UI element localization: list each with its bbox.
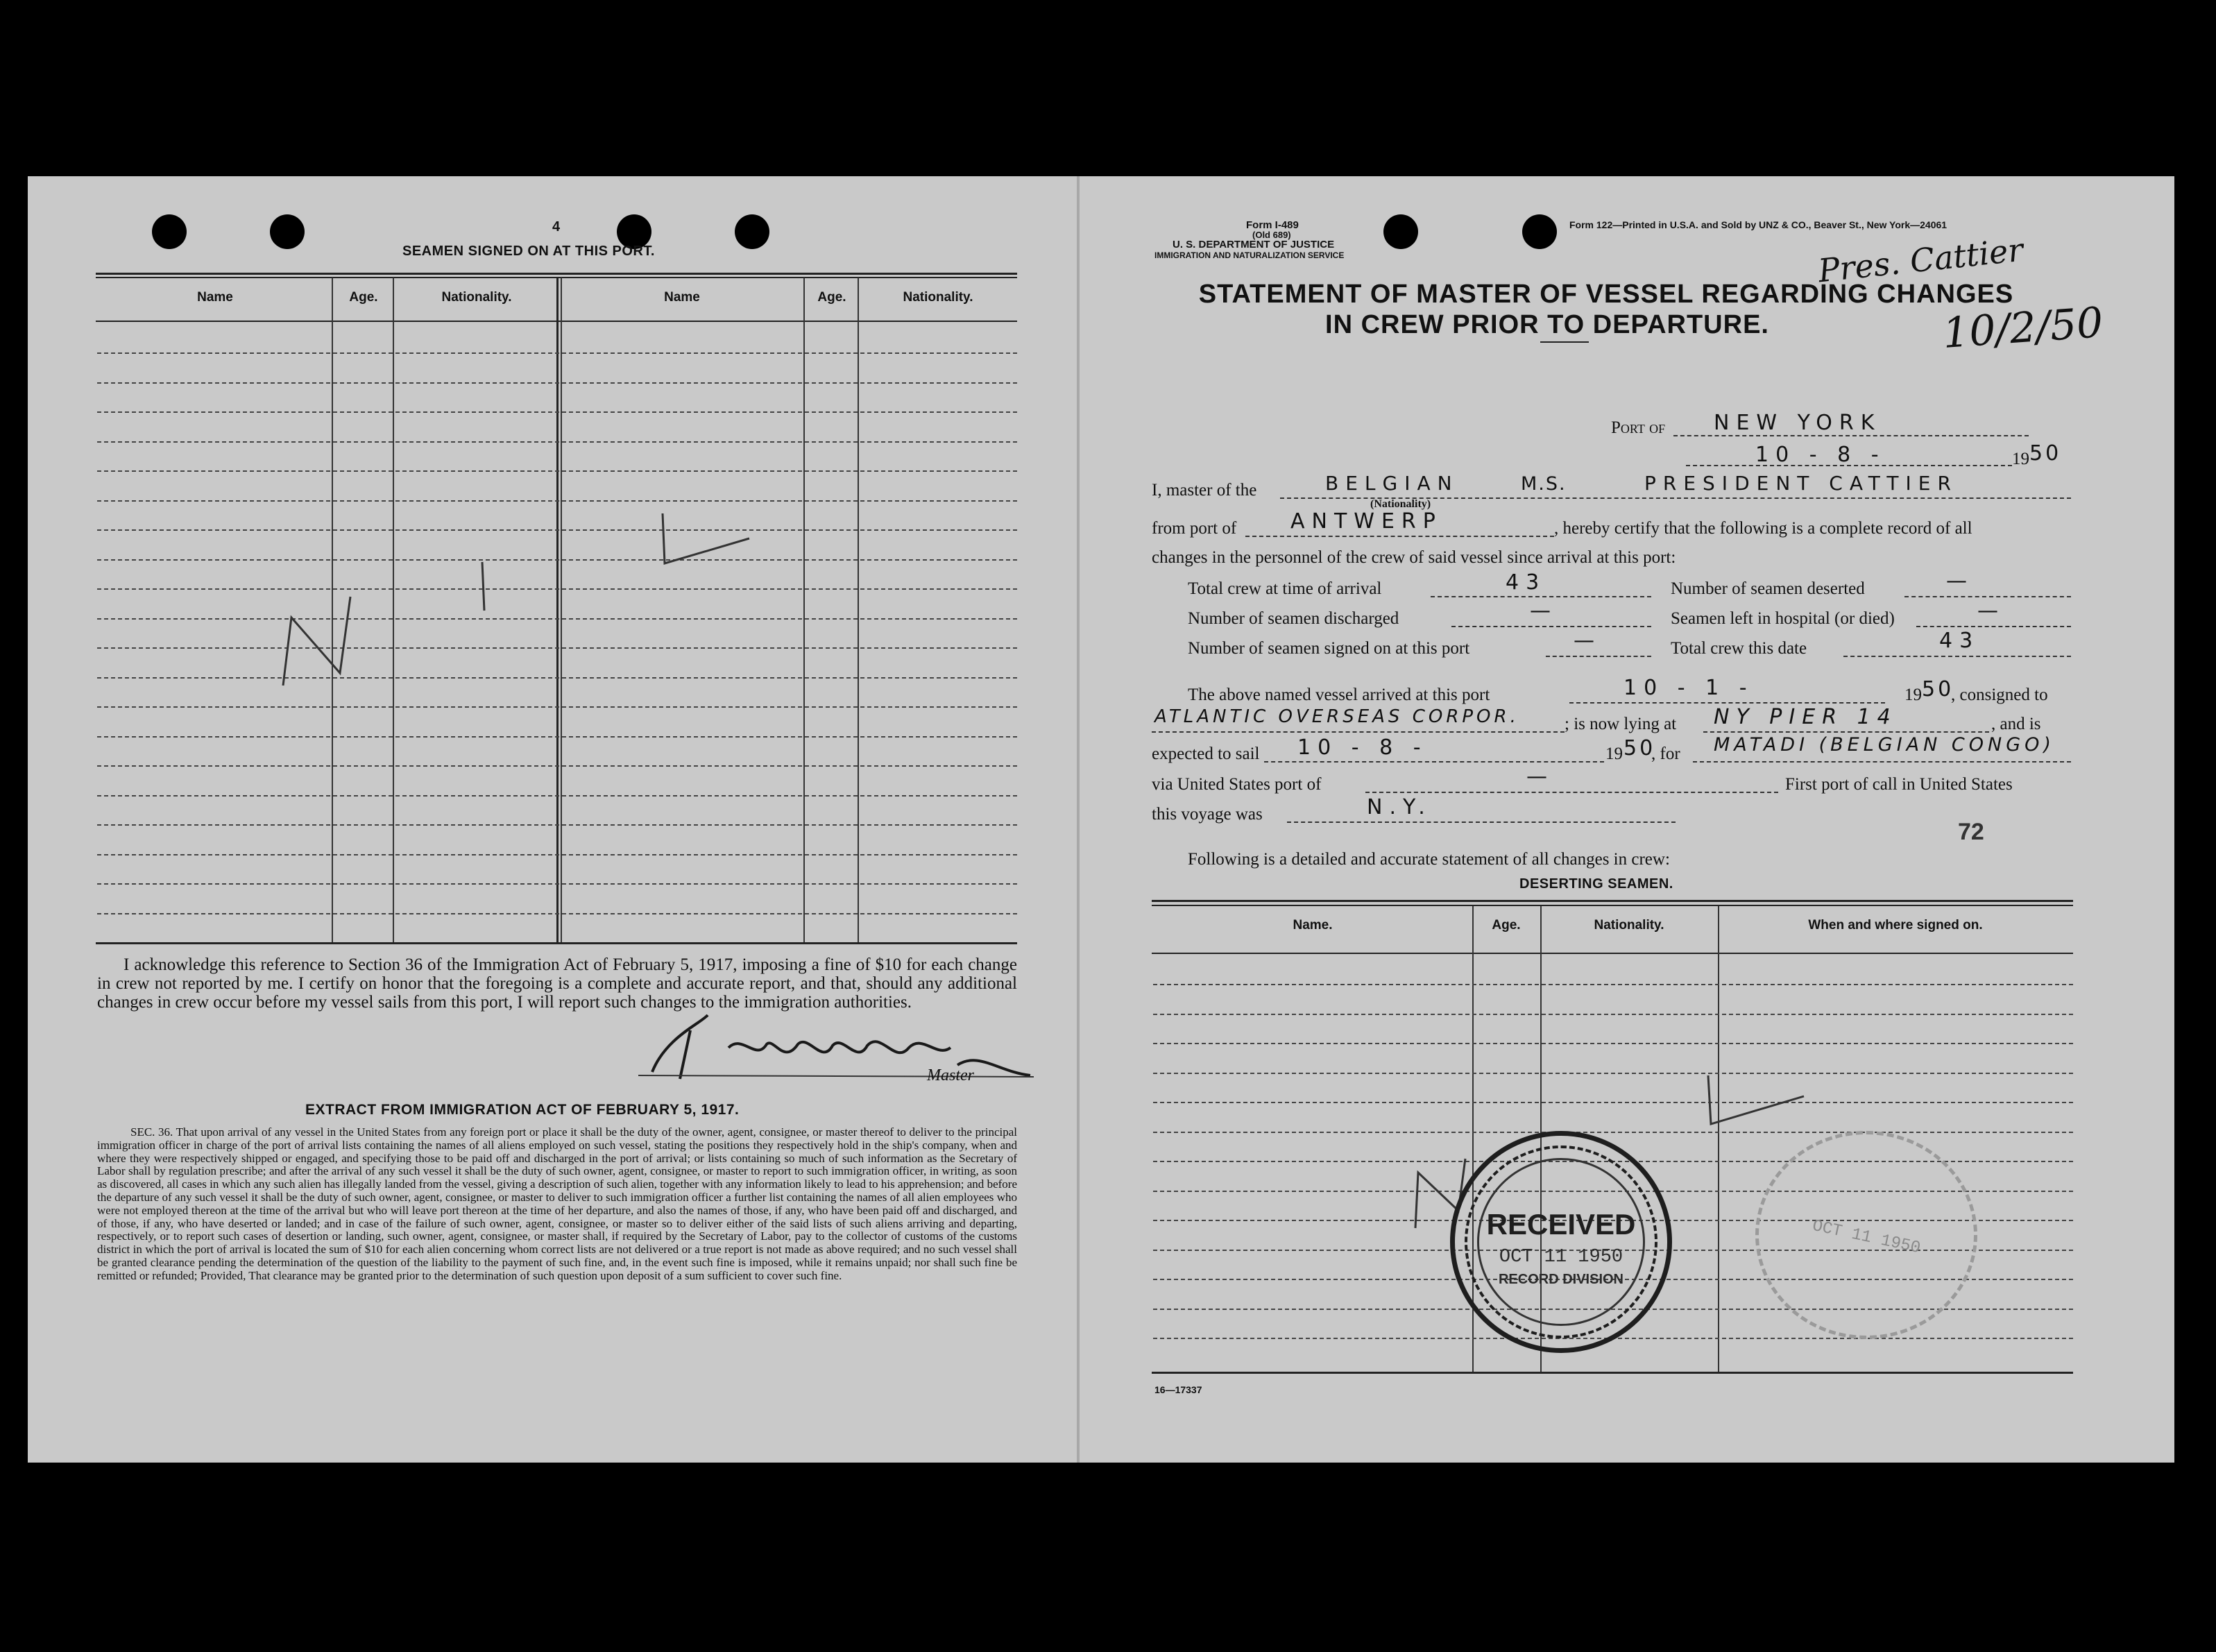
table-row-line	[97, 706, 1017, 708]
handwritten-check-marks	[264, 500, 763, 694]
port-label: Port of	[1611, 418, 1666, 437]
received-stamp-date: OCT 11 1950	[1499, 1247, 1623, 1268]
nationality-value: BELGIAN	[1325, 472, 1459, 495]
and-is-label: , and is	[1991, 715, 2041, 733]
deserting-header-bottom-rule	[1152, 953, 2073, 954]
via-label: via United States port of	[1152, 775, 1322, 794]
table-row-line	[1153, 1014, 2073, 1015]
faded-stamp-date: OCT 11 1950	[1810, 1216, 1923, 1259]
consignee-value: ATLANTIC OVERSEAS CORPOR.	[1154, 706, 1519, 727]
hospital-label: Seamen left in hospital (or died)	[1671, 609, 1895, 628]
deserting-top-rule-2	[1152, 905, 2073, 906]
stamp-number: 72	[1958, 819, 1984, 845]
handwritten-date: 10/2/50	[1941, 298, 2105, 358]
section-title-seamen-signed-on: SEAMEN SIGNED ON AT THIS PORT.	[402, 244, 655, 259]
table-row-line	[97, 765, 1017, 767]
deserting-column-when-where: When and where signed on.	[1808, 918, 1983, 933]
total-date-label: Total crew this date	[1671, 639, 1807, 658]
arrived-fill-line	[1569, 702, 1885, 704]
column-divider	[803, 278, 805, 944]
table-bottom-rule	[96, 942, 1017, 944]
table-row-line	[97, 441, 1017, 443]
voyage-value: N.Y.	[1367, 795, 1432, 819]
from-port-fill-line	[1245, 536, 1554, 537]
page-fold	[1077, 176, 1080, 1463]
vessel-type: M.S.	[1521, 473, 1567, 495]
expected-label: expected to sail	[1152, 744, 1260, 763]
sail-value: 10 - 8 -	[1297, 735, 1428, 760]
service-name: IMMIGRATION AND NATURALIZATION SERVICE	[1154, 250, 1345, 260]
certify-text: , hereby certify that the following is a complete record of all	[1554, 519, 1972, 538]
form-title-line-2: IN CREW PRIOR TO DEPARTURE.	[1325, 310, 1769, 339]
via-value: —	[1526, 765, 1554, 789]
received-stamp-title: RECEIVED	[1486, 1208, 1636, 1241]
destination-fill-line	[1693, 761, 2071, 763]
certify-text-2: changes in the personnel of the crew of said vessel since arrival at this port:	[1152, 548, 1676, 567]
arrived-value: 10 - 1 -	[1623, 676, 1754, 700]
consignee-fill-line	[1152, 731, 1565, 733]
deserted-label: Number of seamen deserted	[1671, 579, 1865, 598]
port-value: NEW YORK	[1714, 411, 1882, 435]
column-header-name-2: Name	[664, 290, 700, 305]
deserting-column-age: Age.	[1492, 918, 1521, 933]
deserting-bottom-rule	[1152, 1372, 2073, 1374]
table-row-line	[97, 352, 1017, 354]
for-label: , for	[1651, 744, 1680, 763]
total-arrival-value: 43	[1506, 570, 1546, 595]
lying-value: NY PIER 14	[1714, 705, 1898, 729]
table-row-line	[97, 470, 1017, 472]
sail-year-prefix: 19	[1605, 744, 1623, 763]
title-underline	[1540, 341, 1589, 343]
department-name: U. S. DEPARTMENT OF JUSTICE	[1173, 239, 1335, 250]
column-divider	[858, 278, 859, 944]
first-port-label: First port of call in United States	[1785, 775, 2013, 794]
discharged-label: Number of seamen discharged	[1188, 609, 1399, 628]
voyage-label: this voyage was	[1152, 805, 1263, 824]
table-row-line	[1153, 1043, 2073, 1044]
received-stamp-division: RECORD DIVISION	[1498, 1272, 1624, 1287]
master-signature	[624, 1010, 1041, 1086]
arrived-year: 50	[1922, 677, 1954, 701]
master-of-the-label: I, master of the	[1152, 481, 1257, 500]
vessel-name: PRESIDENT CATTIER	[1644, 472, 1958, 495]
stat-fill-line	[1843, 656, 2071, 657]
port-fill-line	[1673, 435, 2029, 436]
column-header-age: Age.	[349, 290, 378, 305]
via-fill-line	[1365, 792, 1778, 793]
signed-on-value: —	[1574, 629, 1601, 653]
table-top-rule	[96, 273, 1017, 275]
table-row-line	[97, 854, 1017, 855]
footer-code: 16—17337	[1154, 1384, 1202, 1395]
form-old-number: (Old 689)	[1252, 230, 1291, 240]
punch-hole	[1383, 214, 1418, 249]
column-header-age-2: Age.	[817, 290, 846, 305]
signed-on-label: Number of seamen signed on at this port	[1188, 639, 1470, 658]
faded-stamp	[1755, 1131, 1977, 1339]
total-arrival-label: Total crew at time of arrival	[1188, 579, 1382, 598]
punch-hole	[735, 214, 769, 249]
handwritten-ship-name: Pres. Cattier	[1816, 230, 2025, 290]
stat-fill-line	[1546, 656, 1651, 657]
table-row-line	[1153, 984, 2073, 985]
lying-fill-line	[1703, 731, 1989, 733]
consigned-label: , consigned to	[1951, 686, 2048, 704]
column-header-nationality-2: Nationality.	[903, 290, 973, 305]
extract-text: SEC. 36. That upon arrival of any vessel in the United States from any foreign port or place it shall be the duty of the owner, agent, consignee, or master thereof to deliver to the principal immigration officer in charge of the port of arrival lists containing the names of all aliens employed on such vessel, stating the positions they respectively hold in the ship's company, when and where they were respectively shipped or engaged, and specifying those to be paid off and discharged in the port of arrival; or lists containing so much of such information as the Secretary of Labor shall by regulation prescribe; and after the arrival of any such vessel it shall be the duty of such owner, agent, consignee, or master to report to such immigration officer, in writing, as soon as discovered, all cases in which any such alien has illegally landed from the vessel, giving a description of such alien, together with any information likely to lead to his apprehension; and before the departure of any such vessel it shall be the duty of such owner, agent, consignee, or master to deliver to such immigration officer a further list containing the names of all alien employees who were not employed thereon at the time of the arrival but who will leave port thereon at the time of her departure, and also the names of those, if any, who have been paid off and discharged, and of those, if any, who have deserted or landed; and in case of the failure of such owner, agent, consignee, or master so to deliver either of the said lists of such aliens arriving and departing, respectively, or to report such cases of desertion or landing, such owner, agent, consignee, or master shall, if required by the Secretary of Labor, pay to the collector of customs of the customs district in which the port of arrival is located the sum of $10 for each alien concerning whom correct lists are not delivered or a true report is not made as above required; and no such vessel shall be granted clearance pending the determination of the question of the liability to the payment of such fine, and, in the event such fine is imposed, while it remains unpaid; nor shall such fine be remitted or refunded; Provided, That clearance may be granted prior to the determination of such question upon deposit of a sum sufficient to cover such fine.	[97, 1125, 1017, 1282]
column-header-nationality: Nationality.	[441, 290, 512, 305]
table-row-line	[97, 913, 1017, 914]
punch-hole	[152, 214, 187, 249]
table-row-line	[97, 382, 1017, 384]
discharged-value: —	[1530, 599, 1558, 623]
punch-hole	[270, 214, 305, 249]
nationality-caption: (Nationality)	[1370, 498, 1431, 510]
printer-note: Form 122—Printed in U.S.A. and Sold by UNZ & CO., Beaver St., New York—24061	[1569, 219, 1947, 230]
master-label: Master	[927, 1066, 974, 1084]
table-row-line	[97, 824, 1017, 826]
sail-year: 50	[1623, 736, 1656, 760]
arrived-year-prefix: 19	[1904, 686, 1922, 704]
from-port-value: ANTWERP	[1290, 509, 1442, 534]
lying-label: ; is now lying at	[1565, 715, 1677, 733]
year-value: 50	[2029, 441, 2062, 466]
deserting-seamen-title: DESERTING SEAMEN.	[1519, 876, 1673, 892]
extract-title: EXTRACT FROM IMMIGRATION ACT OF FEBRUARY 5, 1917.	[305, 1102, 740, 1118]
deserted-value: —	[1946, 569, 1974, 593]
column-header-name: Name	[197, 290, 233, 305]
destination-value: MATADI (BELGIAN CONGO)	[1714, 734, 2055, 756]
punch-hole	[1522, 214, 1557, 249]
sail-fill-line	[1264, 761, 1604, 763]
deserting-column-name: Name.	[1293, 918, 1333, 933]
from-port-label: from port of	[1152, 519, 1237, 538]
hospital-value: —	[1977, 599, 2005, 623]
arrived-label: The above named vessel arrived at this port	[1188, 686, 1490, 704]
deserting-top-rule	[1152, 900, 2073, 902]
form-title-line-1: STATEMENT OF MASTER OF VESSEL REGARDING CHANGES	[1198, 280, 2014, 309]
page-number: 4	[552, 219, 561, 235]
received-stamp	[1450, 1131, 1672, 1353]
stat-fill-line	[1431, 596, 1651, 597]
stat-fill-line	[1451, 626, 1651, 627]
table-row-line	[97, 736, 1017, 738]
form-title	[1131, 279, 2081, 340]
table-row-line	[97, 411, 1017, 413]
table-row-line	[97, 795, 1017, 797]
stat-fill-line	[1904, 596, 2071, 597]
year-prefix: 19	[2012, 450, 2029, 468]
form-number: Form I-489	[1246, 219, 1299, 231]
table-row-line	[97, 883, 1017, 885]
deserting-column-nationality: Nationality.	[1594, 918, 1664, 933]
acknowledgement-paragraph: I acknowledge this reference to Section 36 of the Immigration Act of February 5, 1917, imposing a fine of $10 for each change in crew not reported by me. I certify on honor that the foregoing is a complete and accurate report, and that, should any additional changes in crew occur before my vessel sails from this port, I will report such changes to the immigration authorities.	[97, 955, 1017, 1012]
total-date-value: 43	[1939, 629, 1980, 653]
following-text: Following is a detailed and accurate statement of all changes in crew:	[1188, 850, 1670, 869]
stat-fill-line	[1916, 626, 2071, 627]
voyage-fill-line	[1287, 821, 1676, 823]
date-value: 10 - 8 -	[1755, 443, 1886, 467]
